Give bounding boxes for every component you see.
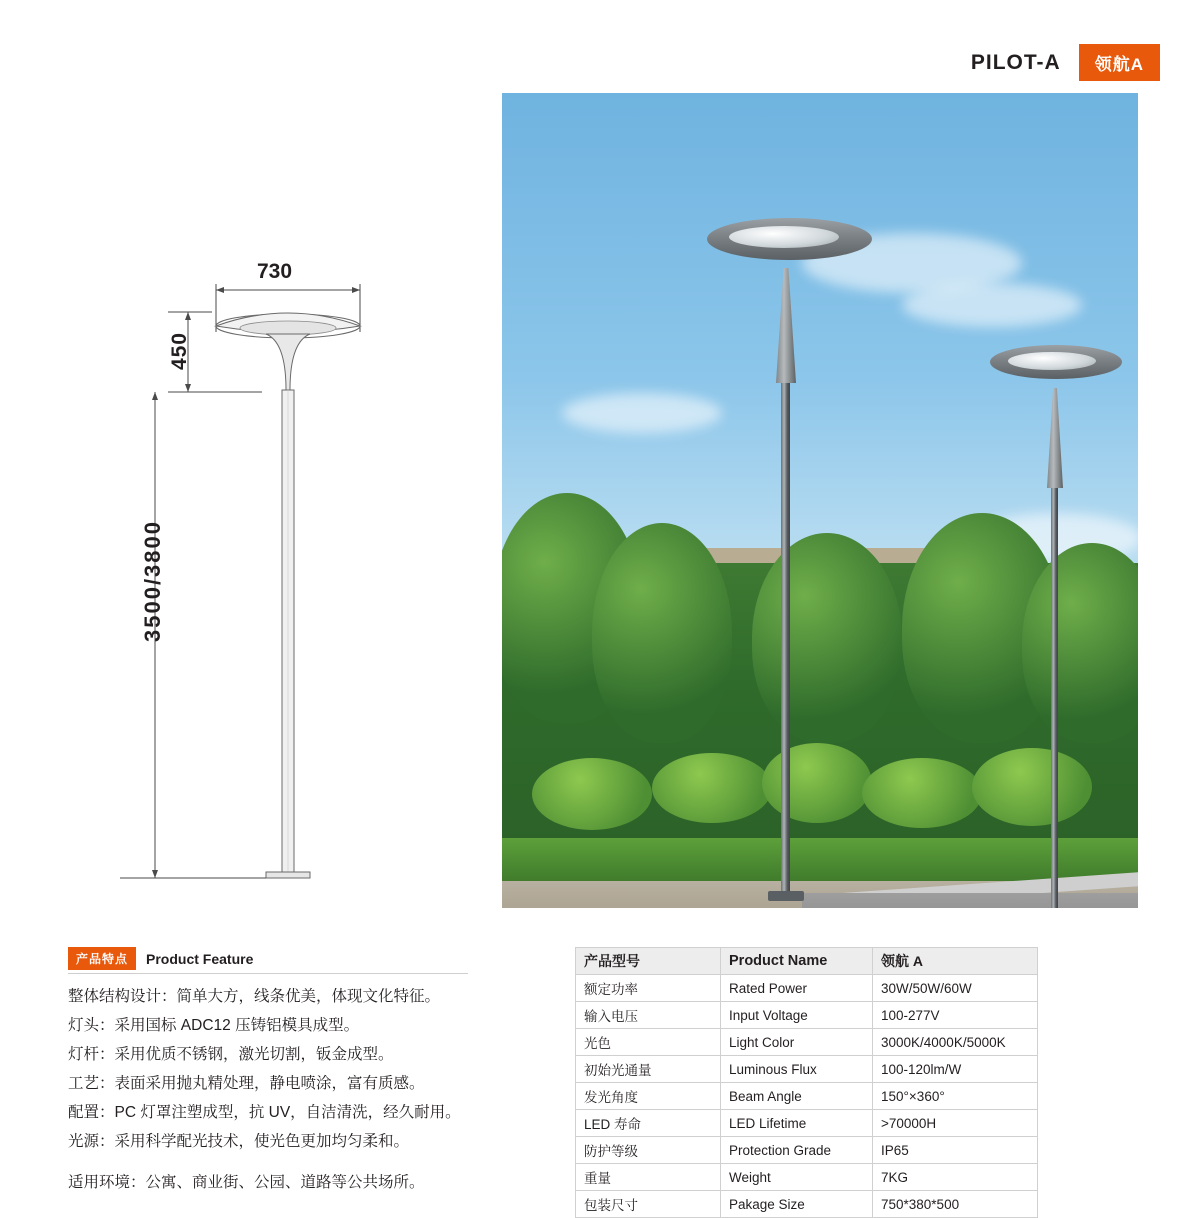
hedge-bush [972, 748, 1092, 826]
spec-value: 7KG [873, 1164, 1038, 1191]
spec-label-en: Pakage Size [721, 1191, 873, 1218]
spec-value: 30W/50W/60W [873, 975, 1038, 1002]
table-row [576, 1002, 1038, 1029]
divider [68, 973, 468, 974]
table-row [576, 975, 1038, 1002]
product-feature-list [68, 982, 488, 1197]
list-item-environment: 适用环境：公寓、商业街、公园、道路等公共场所。 [68, 1174, 425, 1191]
spec-label-en: Rated Power [721, 975, 873, 1002]
spec-label-cn: 初始光通量 [576, 1056, 721, 1083]
product-photo [502, 93, 1138, 908]
product-feature-badge: 产品特点 [68, 947, 136, 970]
spec-value: IP65 [873, 1137, 1038, 1164]
spec-label-en: Protection Grade [721, 1137, 873, 1164]
list-item: 灯头：采用国标 ADC12 压铸铝模具成型。 [68, 1017, 360, 1034]
lamp-base-far [768, 891, 804, 901]
table-row [576, 1164, 1038, 1191]
specification-table [575, 947, 1038, 1218]
hedge-bush [652, 753, 772, 823]
spec-value: 100-277V [873, 1002, 1038, 1029]
table-row [576, 1083, 1038, 1110]
lamp-lens-far [729, 226, 839, 248]
dimension-width-label: 730 [257, 260, 293, 283]
product-name-badge: 领航A [1079, 44, 1160, 81]
lamp-pole-far [781, 378, 790, 898]
table-row [576, 948, 1038, 975]
list-item: 灯杆：采用优质不锈钢，激光切割，钣金成型。 [68, 1046, 394, 1063]
table-row [576, 1056, 1038, 1083]
spec-value: 750*380*500 [873, 1191, 1038, 1218]
list-item: 配置：PC 灯罩注塑成型，抗 UV，自洁清洗，经久耐用。 [68, 1104, 461, 1121]
product-header [971, 44, 1160, 81]
product-feature-title: Product Feature [146, 950, 254, 967]
hedge-bush [532, 758, 652, 830]
spec-label-cn: 输入电压 [576, 1002, 721, 1029]
table-row [576, 1191, 1038, 1218]
spec-value: 150°×360° [873, 1083, 1038, 1110]
list-item: 工艺：表面采用抛丸精处理，静电喷涂，富有质感。 [68, 1075, 425, 1092]
spec-label-en: Luminous Flux [721, 1056, 873, 1083]
spec-label-en: Input Voltage [721, 1002, 873, 1029]
tree [752, 533, 902, 743]
road [802, 893, 1138, 908]
cloud-shape [902, 283, 1082, 327]
dimension-pole-height-label: 3500/3800 [140, 520, 165, 642]
spec-label-en: Product Name [721, 948, 873, 975]
lawn [502, 838, 1138, 883]
spec-label-cn: 额定功率 [576, 975, 721, 1002]
cloud-shape [562, 393, 722, 433]
lamp-lens-near [1008, 352, 1096, 370]
hedge-bush [762, 743, 872, 823]
spec-value: >70000H [873, 1110, 1038, 1137]
list-item: 光源：采用科学配光技术，使光色更加均匀柔和。 [68, 1133, 410, 1150]
spec-label-cn: 发光角度 [576, 1083, 721, 1110]
drawing-svg [60, 240, 480, 900]
spec-label-en: Beam Angle [721, 1083, 873, 1110]
list-item: 整体结构设计：简单大方，线条优美，体现文化特征。 [68, 988, 441, 1005]
spec-value: 领航 A [873, 948, 1038, 975]
tree [592, 523, 732, 743]
spec-label-en: Light Color [721, 1029, 873, 1056]
spec-label-cn: 防护等级 [576, 1137, 721, 1164]
dimension-head-height-label: 450 [168, 332, 191, 371]
lamp-pole-near [1051, 483, 1058, 908]
spec-label-en: LED Lifetime [721, 1110, 873, 1137]
table-row [576, 1137, 1038, 1164]
spec-value: 3000K/4000K/5000K [873, 1029, 1038, 1056]
spec-label-cn: 光色 [576, 1029, 721, 1056]
hedge-bush [862, 758, 982, 828]
spec-value: 100-120lm/W [873, 1056, 1038, 1083]
product-model-code: PILOT-A [970, 50, 1061, 74]
spec-label-cn: 包装尺寸 [576, 1191, 721, 1218]
table-row [576, 1029, 1038, 1056]
product-feature-header [68, 947, 253, 970]
spec-label-en: Weight [721, 1164, 873, 1191]
spec-label-cn: 产品型号 [576, 948, 721, 975]
technical-drawing [60, 240, 480, 900]
table-row [576, 1110, 1038, 1137]
spec-label-cn: 重量 [576, 1164, 721, 1191]
spec-label-cn: LED 寿命 [576, 1110, 721, 1137]
